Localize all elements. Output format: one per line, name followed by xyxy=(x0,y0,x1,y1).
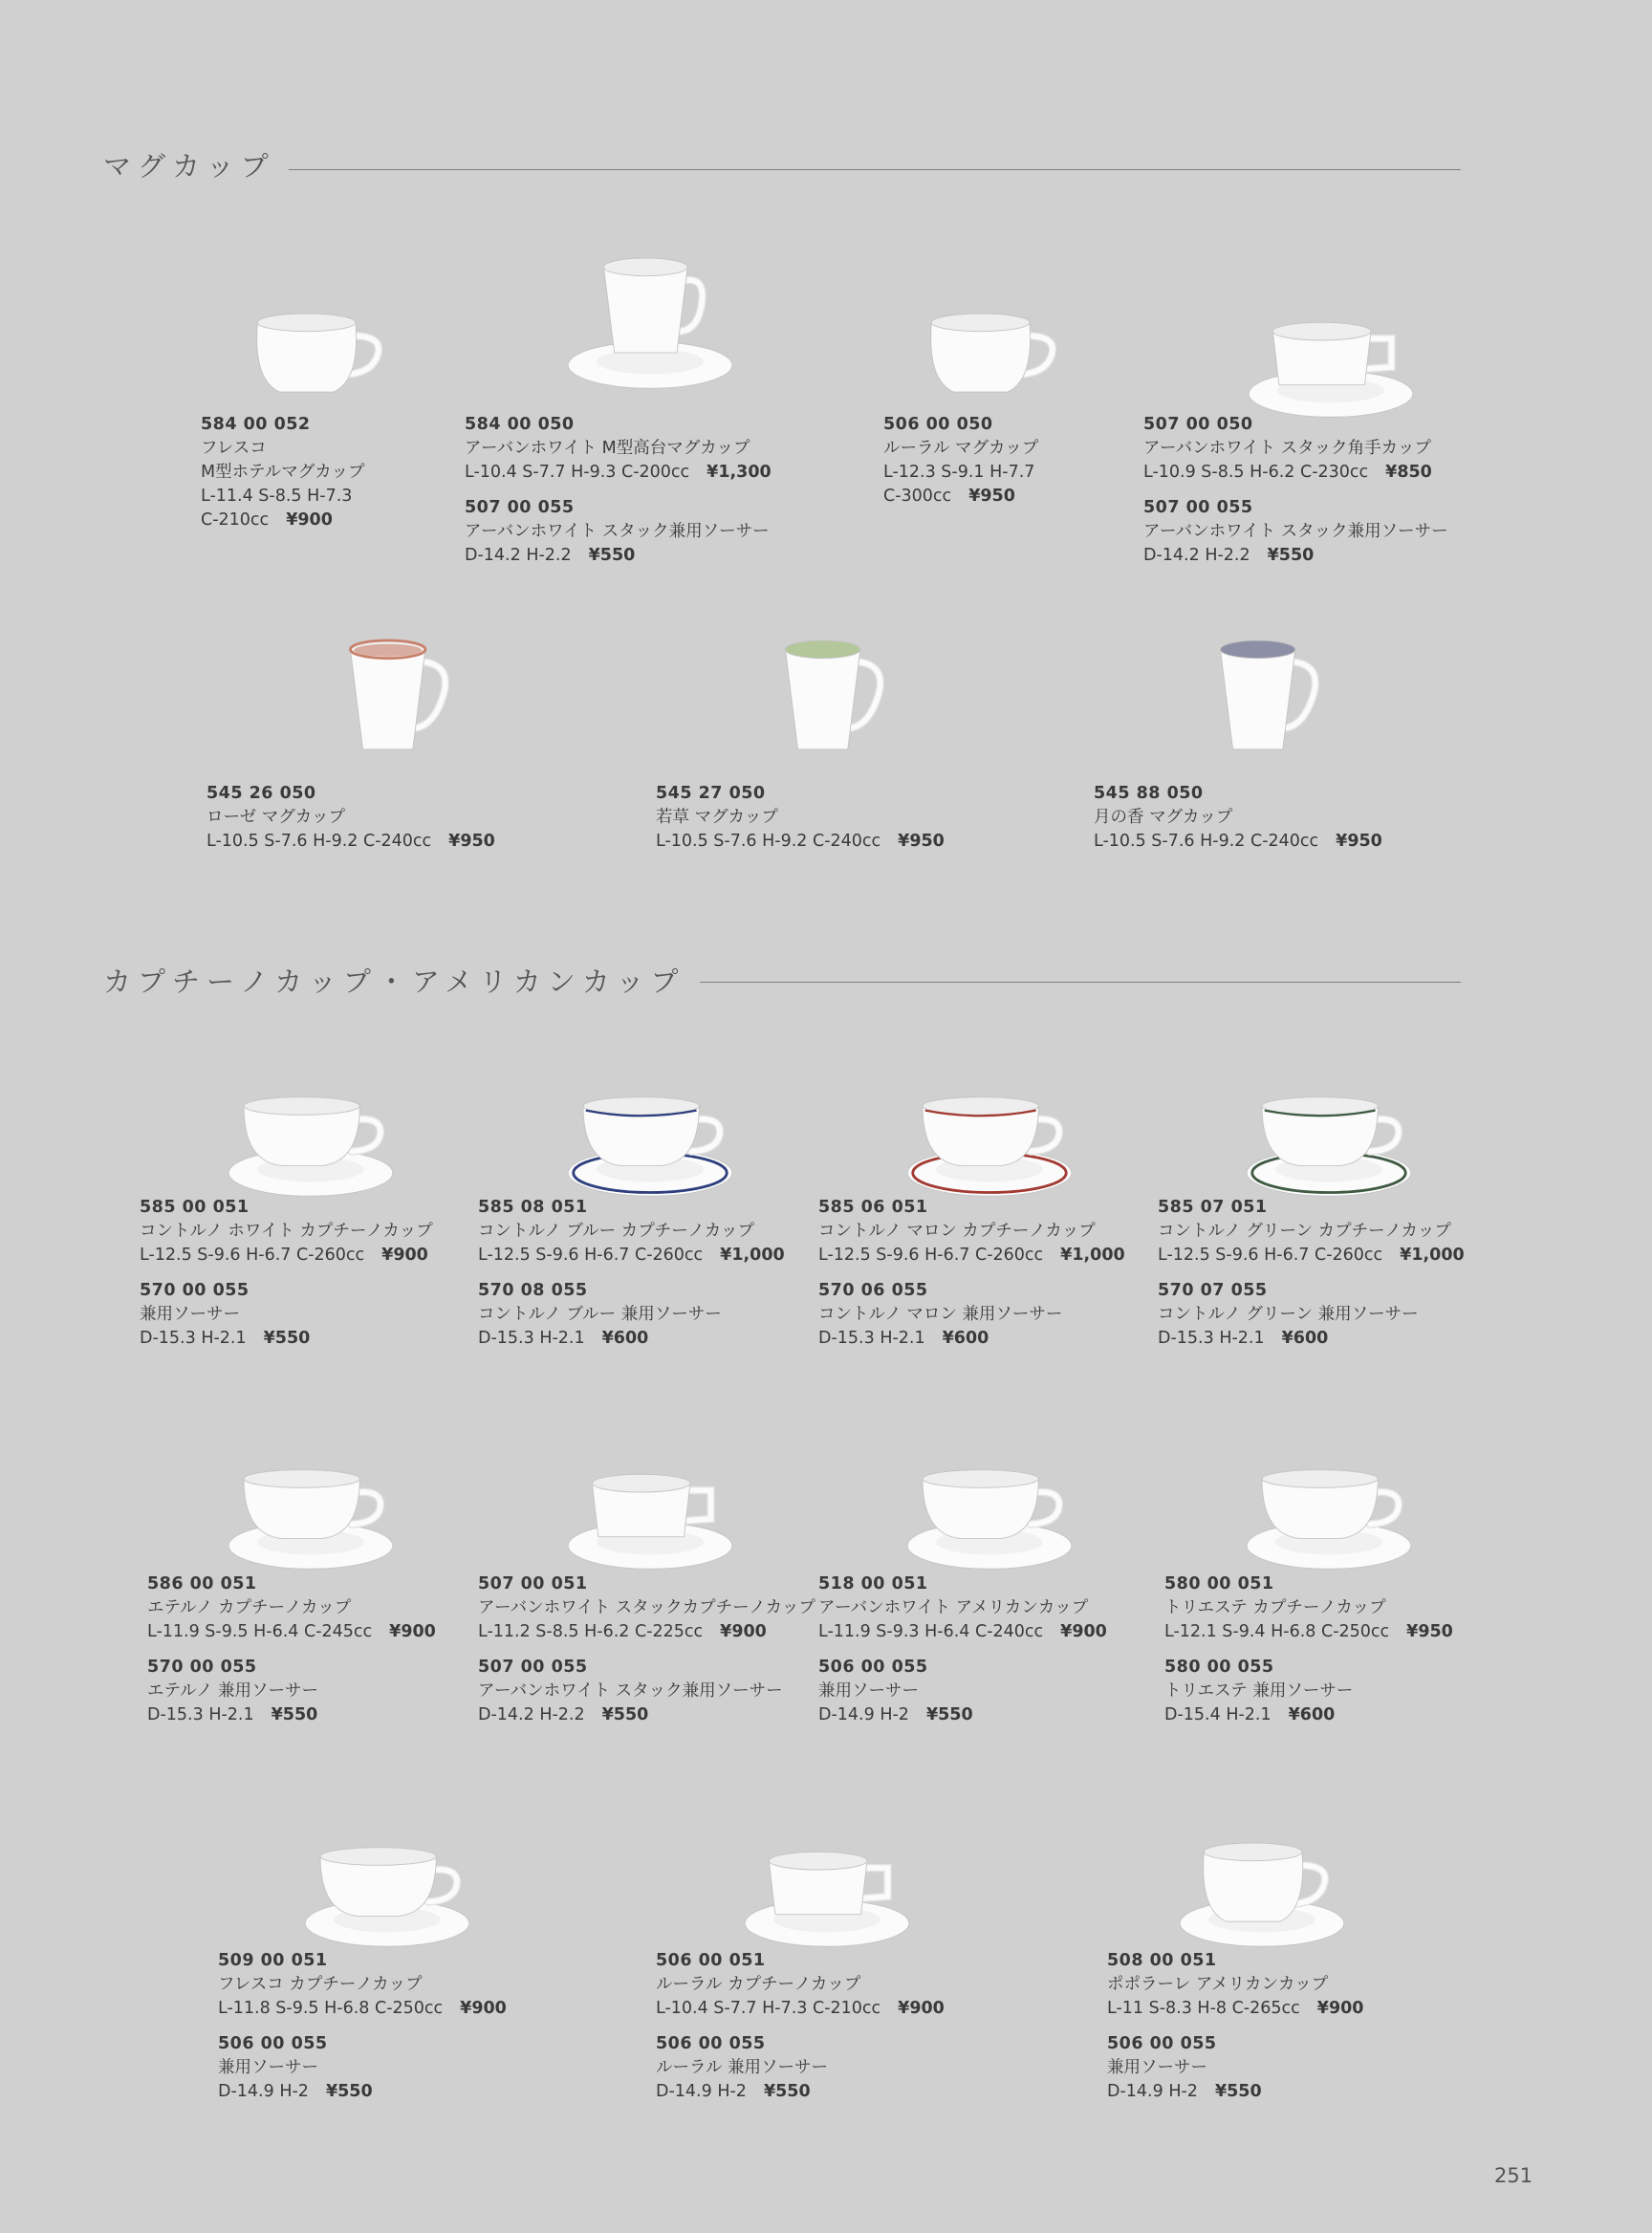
section-title-cappuccino: カプチーノカップ・アメリカンカップ xyxy=(103,965,685,998)
product-name: ルーラル カプチーノカップ xyxy=(656,1975,861,1994)
product-line xyxy=(1164,1656,1453,1727)
product-price: ¥600 xyxy=(1288,1705,1336,1724)
product-info xyxy=(1158,1196,1465,1351)
product-line xyxy=(1158,1279,1465,1351)
product-price: ¥900 xyxy=(460,1999,507,2018)
product-photo xyxy=(210,287,421,421)
product-photo xyxy=(206,1066,416,1200)
product-info xyxy=(1107,1949,1363,2104)
product-info xyxy=(465,413,772,568)
product-photo xyxy=(545,1439,755,1572)
section-divider xyxy=(289,169,1461,170)
product-line xyxy=(1107,2032,1363,2104)
product-name: 月の香 マグカップ xyxy=(1094,808,1233,827)
product-line xyxy=(478,1656,815,1727)
cup-icon xyxy=(1224,1066,1434,1200)
product-name: アーバンホワイト スタックカプチーノカップ xyxy=(478,1598,815,1617)
product-price: ¥900 xyxy=(1316,1999,1364,2018)
product-name: コントルノ マロン 兼用ソーサー xyxy=(818,1305,1063,1324)
product-spec-text: L-10.4 S-7.7 H-9.3 C-200cc xyxy=(465,463,690,482)
product-spec-text: L-11.8 S-9.5 H-6.8 C-250cc xyxy=(218,1999,444,2018)
cup-icon xyxy=(206,1439,416,1572)
product-name: アーバンホワイト スタック角手カップ xyxy=(1143,439,1431,458)
product-info xyxy=(818,1196,1125,1351)
cup-icon xyxy=(884,1439,1095,1572)
product-spec-text: D-14.2 H-2.2 xyxy=(1143,546,1250,565)
product-spec-text: D-15.3 H-2.1 xyxy=(147,1705,254,1724)
product-spec-text: D-15.4 H-2.1 xyxy=(1164,1705,1272,1724)
product-name: 兼用ソーサー xyxy=(218,2058,318,2077)
product-code: 507 00 050 xyxy=(1143,415,1253,434)
product-spec-text: L-12.1 S-9.4 H-6.8 C-250cc xyxy=(1164,1622,1390,1641)
product-spec-text: D-15.3 H-2.1 xyxy=(140,1329,247,1348)
product-info xyxy=(218,1949,507,2104)
product-name: コントルノ ブルー 兼用ソーサー xyxy=(478,1305,722,1324)
product-info xyxy=(656,1949,945,2104)
product-name: 兼用ソーサー xyxy=(140,1305,240,1324)
product-line xyxy=(147,1572,436,1644)
product-spec xyxy=(1164,1703,1453,1727)
product-spec-text: D-15.3 H-2.1 xyxy=(478,1329,585,1348)
product-spec xyxy=(1094,830,1382,854)
product-line xyxy=(883,413,1038,509)
product-spec-text: D-14.9 H-2 xyxy=(1107,2082,1198,2101)
product-spec-text: D-14.9 H-2 xyxy=(818,1705,909,1724)
product-spec xyxy=(1164,1620,1453,1644)
product-spec xyxy=(147,1703,436,1727)
product-line xyxy=(1107,1949,1363,2021)
product-price: ¥950 xyxy=(448,832,495,851)
product-price: ¥1,000 xyxy=(1400,1246,1465,1265)
product-spec xyxy=(465,461,772,485)
product-info xyxy=(140,1196,433,1351)
product-price: ¥600 xyxy=(942,1329,989,1348)
product-spec xyxy=(478,1620,815,1644)
product-spec xyxy=(478,1327,785,1351)
product-price: ¥550 xyxy=(601,1705,649,1724)
product-code: 506 00 055 xyxy=(656,2034,766,2053)
product-line xyxy=(1158,1196,1465,1268)
product-photo xyxy=(1224,1439,1434,1572)
product-name: アーバンホワイト スタック兼用ソーサー xyxy=(478,1681,783,1701)
product-line xyxy=(206,782,495,854)
product-spec-text: L-10.4 S-7.7 H-7.3 C-210cc xyxy=(656,1999,881,2018)
product-name: ルーラル 兼用ソーサー xyxy=(656,2058,829,2077)
product-line xyxy=(1094,782,1382,854)
product-info xyxy=(1164,1572,1453,1727)
cup-icon xyxy=(545,1066,755,1200)
cup-icon xyxy=(1162,640,1372,774)
product-line xyxy=(1143,413,1448,485)
product-photo xyxy=(884,1439,1095,1572)
product-info xyxy=(656,782,945,854)
product-spec-text: L-12.5 S-9.6 H-6.7 C-260cc xyxy=(1158,1246,1383,1265)
product-name: コントルノ ブルー カプチーノカップ xyxy=(478,1222,755,1241)
product-info xyxy=(478,1196,785,1351)
product-spec-text: L-10.9 S-8.5 H-6.2 C-230cc xyxy=(1143,463,1369,482)
product-name: 若草 マグカップ xyxy=(656,808,778,827)
product-photo xyxy=(727,640,937,774)
product-name: トリエステ カプチーノカップ xyxy=(1164,1598,1386,1617)
product-spec-text: D-15.3 H-2.1 xyxy=(818,1329,925,1348)
product-code: 570 07 055 xyxy=(1158,1281,1268,1300)
product-name: フレスコ カプチーノカップ xyxy=(218,1975,423,1994)
cup-icon xyxy=(210,287,421,421)
product-code: 586 00 051 xyxy=(147,1574,257,1593)
product-line xyxy=(818,1572,1107,1644)
product-spec xyxy=(465,544,772,568)
product-name: エテルノ カプチーノカップ xyxy=(147,1598,352,1617)
product-code: 570 00 055 xyxy=(147,1658,257,1677)
product-spec-text: L-10.5 S-7.6 H-9.2 C-240cc xyxy=(1094,832,1319,851)
product-code: 584 00 052 xyxy=(201,415,311,434)
product-spec xyxy=(656,830,945,854)
product-price: ¥550 xyxy=(763,2082,811,2101)
cup-icon xyxy=(206,1066,416,1200)
product-name: コントルノ ホワイト カプチーノカップ xyxy=(140,1222,433,1241)
product-photo xyxy=(884,1066,1095,1200)
product-name: 兼用ソーサー xyxy=(818,1681,919,1701)
product-name: アーバンホワイト スタック兼用ソーサー xyxy=(1143,522,1448,541)
product-photo xyxy=(884,287,1095,421)
product-price: ¥900 xyxy=(381,1246,428,1265)
product-spec xyxy=(818,1620,1107,1644)
section-title-mug: マグカップ xyxy=(103,150,275,183)
product-code: 507 00 051 xyxy=(478,1574,588,1593)
product-spec: L-11.4 S-8.5 H-7.3 xyxy=(201,487,353,506)
product-code: 585 07 051 xyxy=(1158,1198,1268,1217)
product-price: ¥900 xyxy=(720,1622,767,1641)
product-code: 508 00 051 xyxy=(1107,1951,1217,1970)
product-code: 507 00 055 xyxy=(465,498,575,517)
product-info xyxy=(147,1572,436,1727)
product-line xyxy=(656,782,945,854)
product-line xyxy=(140,1279,433,1351)
product-spec-text: L-10.5 S-7.6 H-9.2 C-240cc xyxy=(656,832,881,851)
product-line xyxy=(465,496,772,568)
product-price: ¥900 xyxy=(389,1622,436,1641)
product-price: ¥950 xyxy=(1406,1622,1453,1641)
product-info xyxy=(478,1572,815,1727)
cup-icon xyxy=(884,1066,1095,1200)
product-code: 584 00 050 xyxy=(465,415,575,434)
product-price: ¥1,300 xyxy=(706,463,772,482)
product-line xyxy=(478,1279,785,1351)
product-price: ¥900 xyxy=(898,1999,945,2018)
product-info xyxy=(201,413,365,532)
product-spec xyxy=(1143,461,1448,485)
product-price: ¥550 xyxy=(1267,546,1315,565)
product-name: アーバンホワイト アメリカンカップ xyxy=(818,1598,1089,1617)
cup-icon xyxy=(1226,287,1436,421)
product-name: アーバンホワイト スタック兼用ソーサー xyxy=(465,522,770,541)
product-spec-text: L-11.2 S-8.5 H-6.2 C-225cc xyxy=(478,1622,704,1641)
product-code: 570 00 055 xyxy=(140,1281,250,1300)
product-spec-text: L-11.9 S-9.5 H-6.4 C-245cc xyxy=(147,1622,373,1641)
product-price: ¥550 xyxy=(588,546,636,565)
page-number: 251 xyxy=(1494,2164,1533,2187)
product-spec-text: L-10.5 S-7.6 H-9.2 C-240cc xyxy=(206,832,432,851)
product-code: 570 06 055 xyxy=(818,1281,928,1300)
product-photo xyxy=(722,1816,932,1950)
product-line xyxy=(478,1196,785,1268)
product-name: ポポラーレ アメリカンカップ xyxy=(1107,1975,1329,1994)
product-name: コントルノ マロン カプチーノカップ xyxy=(818,1222,1096,1241)
product-spec xyxy=(818,1327,1125,1351)
product-price: ¥1,000 xyxy=(1060,1246,1125,1265)
product-line xyxy=(140,1196,433,1268)
product-price: ¥550 xyxy=(325,2082,373,2101)
product-spec xyxy=(1107,2080,1363,2104)
product-photo xyxy=(1157,1816,1367,1950)
cup-icon xyxy=(282,1816,492,1950)
product-spec xyxy=(1143,544,1448,568)
product-spec: C-210cc ¥900 xyxy=(201,510,333,530)
product-price: ¥550 xyxy=(1214,2082,1262,2101)
product-spec-text: L-12.5 S-9.6 H-6.7 C-260cc xyxy=(140,1246,365,1265)
product-price: ¥550 xyxy=(263,1329,311,1348)
product-spec xyxy=(818,1244,1125,1268)
product-photo xyxy=(1162,640,1372,774)
product-photo xyxy=(545,258,755,392)
product-spec xyxy=(818,1703,1107,1727)
product-code: 585 00 051 xyxy=(140,1198,250,1217)
product-name: コントルノ グリーン 兼用ソーサー xyxy=(1158,1305,1419,1324)
product-code: 585 06 051 xyxy=(818,1198,928,1217)
product-spec xyxy=(1158,1244,1465,1268)
product-name: エテルノ 兼用ソーサー xyxy=(147,1681,318,1701)
product-price: ¥950 xyxy=(898,832,945,851)
product-spec xyxy=(147,1620,436,1644)
product-photo xyxy=(292,640,502,774)
product-code: 507 00 055 xyxy=(478,1658,588,1677)
cup-icon xyxy=(1157,1816,1367,1950)
product-line xyxy=(818,1196,1125,1268)
product-price: ¥550 xyxy=(271,1705,318,1724)
product-price: ¥600 xyxy=(601,1329,649,1348)
product-price: ¥850 xyxy=(1385,463,1432,482)
product-line xyxy=(201,413,365,532)
cup-icon xyxy=(545,1439,755,1572)
product-code: 545 26 050 xyxy=(206,784,316,803)
product-photo xyxy=(206,1439,416,1572)
product-photo xyxy=(1226,287,1436,421)
product-line xyxy=(218,2032,507,2104)
product-spec-text: D-15.3 H-2.1 xyxy=(1158,1329,1265,1348)
product-spec: C-300cc ¥950 xyxy=(883,487,1015,506)
product-name: ルーラル マグカップ xyxy=(883,439,1039,458)
product-info xyxy=(1094,782,1382,854)
product-line xyxy=(818,1279,1125,1351)
product-info xyxy=(1143,413,1448,568)
product-line xyxy=(147,1656,436,1727)
section-divider xyxy=(700,982,1461,983)
product-code: 580 00 055 xyxy=(1164,1658,1274,1677)
product-info xyxy=(818,1572,1107,1727)
cup-icon xyxy=(727,640,937,774)
product-code: 585 08 051 xyxy=(478,1198,588,1217)
product-code: 507 00 055 xyxy=(1143,498,1253,517)
product-spec xyxy=(140,1327,433,1351)
product-code: 545 27 050 xyxy=(656,784,766,803)
product-photo xyxy=(1224,1066,1434,1200)
product-spec xyxy=(206,830,495,854)
product-spec-text: L-11.9 S-9.3 H-6.4 C-240cc xyxy=(818,1622,1044,1641)
product-spec xyxy=(478,1244,785,1268)
product-code: 570 08 055 xyxy=(478,1281,588,1300)
product-code: 509 00 051 xyxy=(218,1951,328,1970)
product-spec-text: L-11 S-8.3 H-8 C-265cc xyxy=(1107,1999,1300,2018)
cup-icon xyxy=(1224,1439,1434,1572)
product-price: ¥900 xyxy=(1060,1622,1107,1641)
product-spec-text: D-14.2 H-2.2 xyxy=(465,546,572,565)
product-spec xyxy=(140,1244,433,1268)
product-price: ¥600 xyxy=(1281,1329,1329,1348)
product-spec-text: L-12.5 S-9.6 H-6.7 C-260cc xyxy=(478,1246,704,1265)
product-price: ¥950 xyxy=(968,487,1015,506)
cup-icon xyxy=(722,1816,932,1950)
product-spec-text: D-14.9 H-2 xyxy=(656,2082,747,2101)
cup-icon xyxy=(884,287,1095,421)
product-line xyxy=(818,1656,1107,1727)
product-name: トリエステ 兼用ソーサー xyxy=(1164,1681,1354,1701)
product-code: 506 00 055 xyxy=(1107,2034,1217,2053)
product-spec xyxy=(656,2080,945,2104)
product-line xyxy=(218,1949,507,2021)
product-line xyxy=(1143,496,1448,568)
product-spec xyxy=(218,2080,507,2104)
product-line xyxy=(478,1572,815,1644)
product-line xyxy=(465,413,772,485)
product-spec xyxy=(656,1997,945,2021)
product-price: ¥550 xyxy=(925,1705,973,1724)
product-code: 506 00 050 xyxy=(883,415,993,434)
product-name: アーバンホワイト M型高台マグカップ xyxy=(465,439,750,458)
product-price: ¥900 xyxy=(286,510,333,530)
product-photo xyxy=(282,1816,492,1950)
product-name: フレスコ xyxy=(201,439,267,458)
product-spec xyxy=(1158,1327,1465,1351)
product-name: 兼用ソーサー xyxy=(1107,2058,1207,2077)
product-spec-text: L-12.5 S-9.6 H-6.7 C-260cc xyxy=(818,1246,1044,1265)
product-code: 506 00 055 xyxy=(218,2034,328,2053)
product-code: 545 88 050 xyxy=(1094,784,1204,803)
product-name: ローゼ マグカップ xyxy=(206,808,346,827)
product-spec xyxy=(218,1997,507,2021)
product-line xyxy=(1164,1572,1453,1644)
product-code: 518 00 051 xyxy=(818,1574,928,1593)
product-name: コントルノ グリーン カプチーノカップ xyxy=(1158,1222,1451,1241)
product-photo xyxy=(545,1066,755,1200)
product-spec-text: D-14.2 H-2.2 xyxy=(478,1705,585,1724)
product-price: ¥1,000 xyxy=(720,1246,785,1265)
product-code: 506 00 051 xyxy=(656,1951,766,1970)
product-info xyxy=(883,413,1038,509)
product-name: M型ホテルマグカップ xyxy=(201,463,365,482)
product-info xyxy=(206,782,495,854)
product-line xyxy=(656,2032,945,2104)
product-code: 506 00 055 xyxy=(818,1658,928,1677)
product-code: 580 00 051 xyxy=(1164,1574,1274,1593)
product-spec: L-12.3 S-9.1 H-7.7 xyxy=(883,463,1035,482)
cup-icon xyxy=(292,640,502,774)
product-spec xyxy=(1107,1997,1363,2021)
product-spec xyxy=(478,1703,815,1727)
product-price: ¥950 xyxy=(1336,832,1382,851)
product-spec-text: D-14.9 H-2 xyxy=(218,2082,309,2101)
product-line xyxy=(656,1949,945,2021)
cup-icon xyxy=(545,258,755,392)
